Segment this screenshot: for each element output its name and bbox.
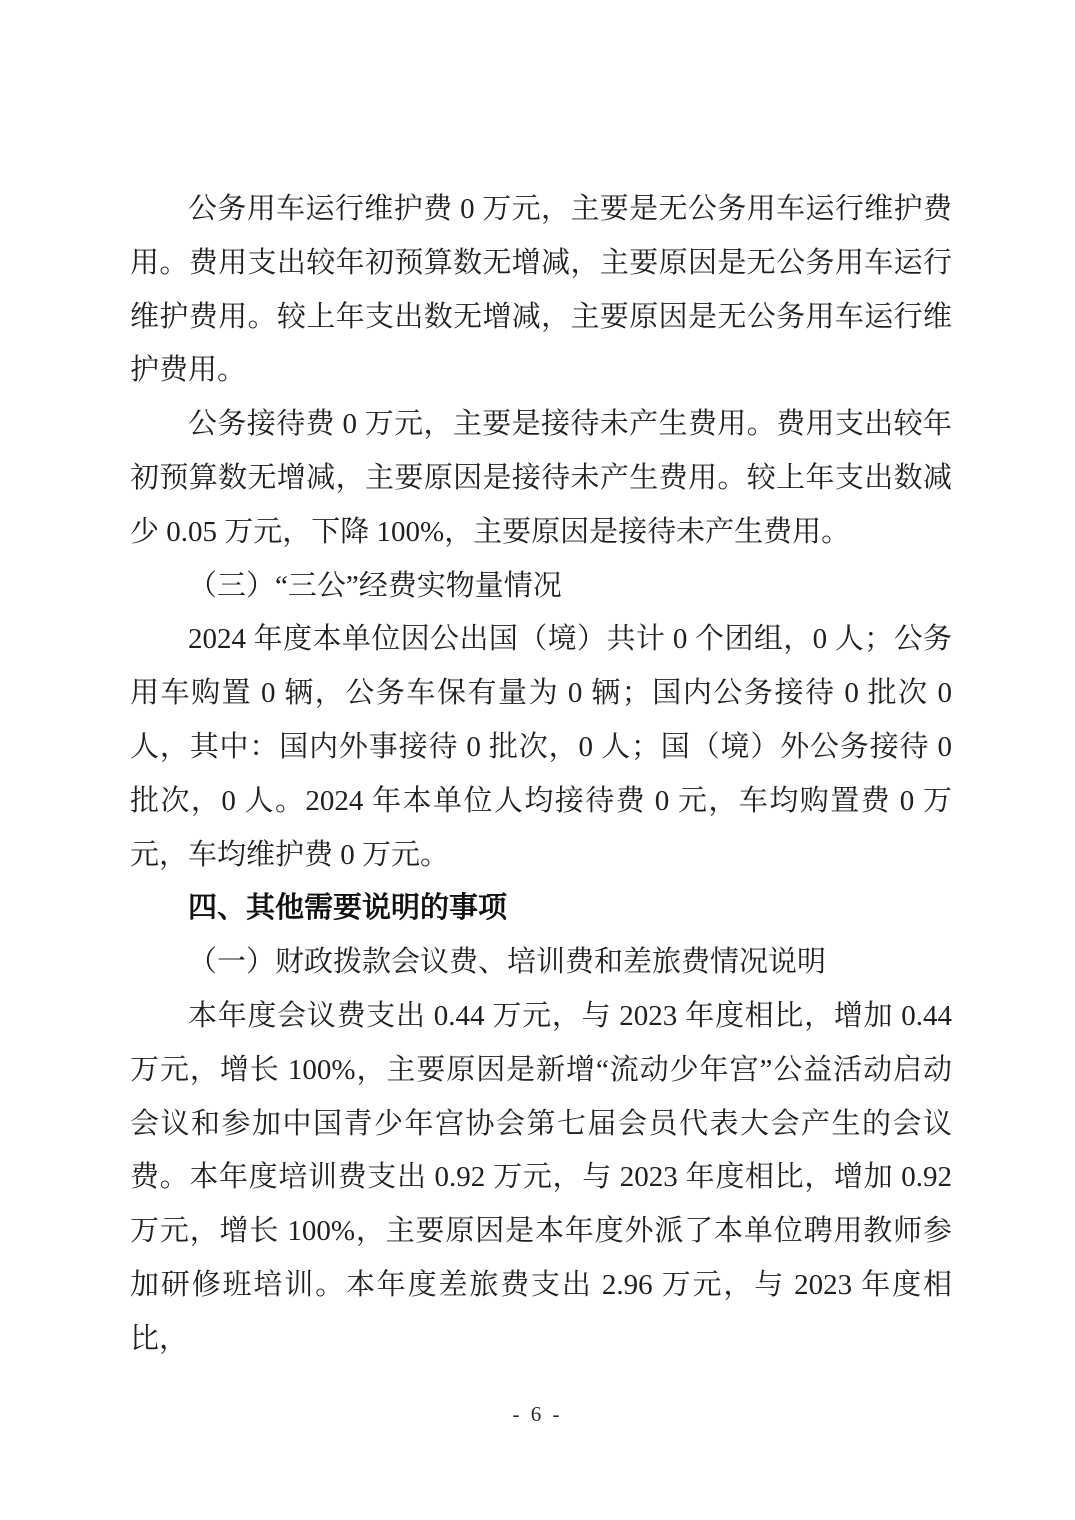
- paragraph-vehicle-maintenance-fee: 公务用车运行维护费 0 万元，主要是无公务用车运行维护费用。费用支出较年初预算数无增减，主要原因是无公务用车运行维护费用。较上年支出数无增减，主要原因是无公务用车运行维护费用。: [130, 193, 952, 387]
- heading-section-four-one-fee-explanation: （一）财政拨款会议费、培训费和差旅费情况说明: [188, 946, 827, 979]
- paragraph-physical-quantity-details: 2024 年度本单位因公出国（境）共计 0 个团组，0 人；公务用车购置 0 辆，公务车保有量为 0 辆；国内公务接待 0 批次 0 人，其中：国内外事接待 0 批次，0 人；国（境）外公务接待 0 批次，0 人。2024 年本单位人均接待费 0 元，车均购置费 0 万元，车均维护费 0 万元。: [130, 623, 952, 871]
- paragraph-meeting-training-travel-fees: 本年度会议费支出 0.44 万元，与 2023 年度相比，增加 0.44 万元，增长 100%，主要原因是新增“流动少年宫”公益活动启动会议和参加中国青少年宫协会第七届会员代表大会产生的会议费。本年度培训费支出 0.92 万元，与 2023 年度相比，增加 0.92 万元，增长 100%，主要原因是本年度外派了本单位聘用教师参加研修班培训。本年度差旅费支出 2.96 万元，与 2023 年度相比，: [130, 999, 952, 1355]
- heading-section-three-physical-quantity: （三）“三公”经费实物量情况: [188, 569, 562, 602]
- document-body: [130, 183, 952, 1367]
- page-number: - 6 -: [512, 1402, 563, 1426]
- heading-section-four-other-matters: 四、其他需要说明的事项: [188, 892, 508, 925]
- paragraph-official-reception-fee: 公务接待费 0 万元，主要是接待未产生费用。费用支出较年初预算数无增减，主要原因是接待未产生费用。较上年支出数减少 0.05 万元，下降 100%，主要原因是接待未产生费用。: [130, 408, 952, 548]
